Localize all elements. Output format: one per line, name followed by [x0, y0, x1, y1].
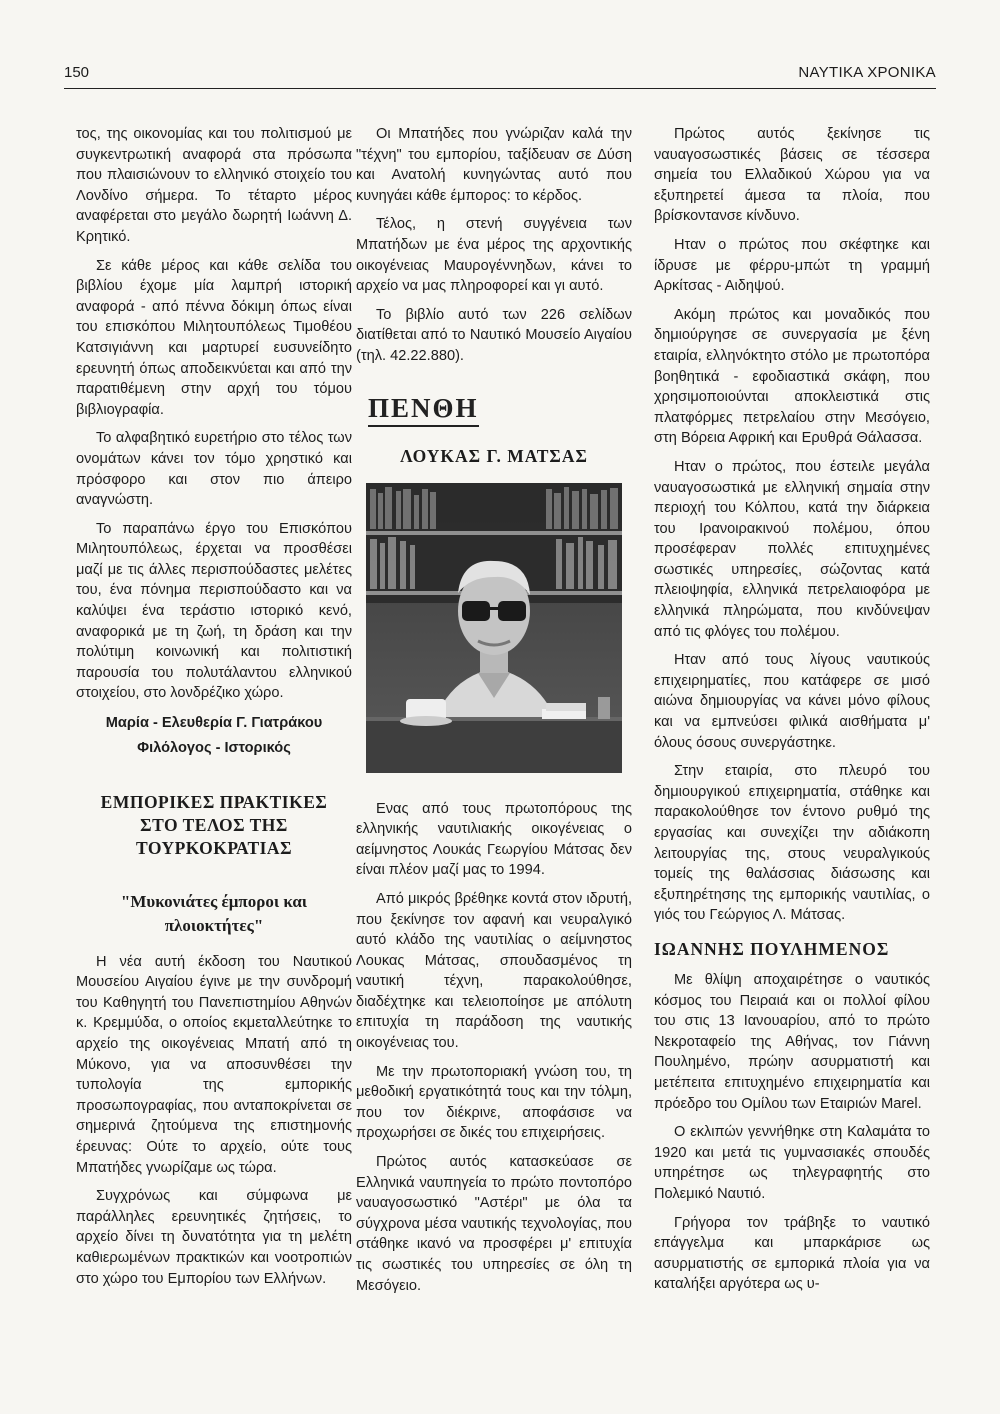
- section-heading-line: ΣΤΟ ΤΕΛΟΣ ΤΗΣ: [140, 814, 288, 835]
- paragraph: Ηταν ο πρώτος που σκέφτηκε και ίδρυσε με φέρρυ-μπώτ τη γραμμή Αρκίτσας - Αιδηψού.: [654, 236, 930, 295]
- paragraph: Ενας από τους πρωτοπόρους της ελληνικής ναυτιλιακής οικογένειας ο αείμνηστος Λουκάς Γεωργίου Μάτσας δεν είναι πλέον μαζί μας το 1994.: [356, 800, 632, 879]
- paragraph: Ακόμη πρώτος και μοναδικός που δημιούργησε σε συνεργασία με ξένη εταιρία, ελληνόκτητο στόλο με πρωτοπόρα βοηθητικά - εφοδιαστικά σκάφη, που χρησιμοποιούνται αποκλειστικά στις πλατφόρμες πετρελαίου στην Μεσόγειο, στη Βόρεια Αφρική και Ερυθρά Θάλασσα.: [654, 306, 930, 447]
- paragraph: Στην εταιρία, στο πλευρό του δημιουργικού επιχειρηματία, στάθηκε και παρακολούθησε τον έντονο ρυθμό της εργασίας και συνεχίζει την αδιάκοπη λειτουργίας της, στους νευραλγικούς τομείς της θαλάσσιας διάσωσης και εξυπηρέτησης της εμπορικής ναυτιλίας, ο γιός του Γεώργιος Λ. Μάτσας.: [654, 763, 930, 924]
- column-1: [76, 124, 352, 1297]
- paragraph: Οι Μπατήδες που γνώριζαν καλά την "τέχνη" του εμπορίου, ταξίδευαν σε Δύση και Ανατολή κυνηγώντας αυτό που κυνηγάει κάθε έμπορος: το κέρδος.: [356, 126, 632, 204]
- paragraph: Συγχρόνως και σύμφωνα με παράλληλες ερευνητικές ζητήσεις, το αρχείο δίνει τη δυνατότητα για τη μελέτη καθιερωμένων πρακτικών και νοοτροπιών στο χώρο του Εμπορίου των Ελλήνων.: [76, 1188, 352, 1287]
- subheading-line: πλοιοκτήτες": [164, 915, 264, 935]
- article-author: Μαρία - Ελευθερία Γ. Γιατράκου: [105, 715, 323, 732]
- column-2: [356, 124, 632, 1304]
- paragraph: Το αλφαβητικό ευρετήριο στο τέλος των ονομάτων κάνει τον τόμο χρηστικό και πρόσφορο και στον πιο άπειρο αναγνώστη.: [76, 430, 352, 509]
- page-header: [64, 62, 936, 89]
- journal-title: ΝΑΥΤΙΚΑ ΧΡΟΝΙΚΑ: [798, 64, 936, 81]
- paragraph: Πρώτος αυτός κατασκεύασε σε Ελληνικά ναυπηγεία το πρώτο ποντοπόρο ναυαγοσωστικό "Αστέρι" με όλα τα σύγχρονα μέσα ναυτικής τεχνολογίας, που στάθηκε ικανό να προσφέρει μ' επιτυχία τις σωστικές του υπηρεσίες σε όλη τη Μεσόγειο.: [356, 1154, 632, 1294]
- obituaries-heading: ΠΕΝΘΗ: [368, 391, 479, 427]
- section-heading-line: ΕΜΠΟΡΙΚΕΣ ΠΡΑΚΤΙΚΕΣ: [100, 791, 328, 812]
- book-title-subheading: [76, 890, 352, 938]
- paragraph: Πρώτος αυτός ξεκίνησε τις ναυαγοσωστικές βάσεις σε τέσσερα σημεία του Ελλαδικού Χώρου για να εξυπηρετεί άμεσα τα πλοία, που βρίσκοντανσε κίνδυνο.: [654, 126, 930, 225]
- paragraph: Σε κάθε μέρος και κάθε σελίδα του βιβλίου έχομε μία λαμπρή ιστορική αναφορά - από πέννα δόκιμη όπως είναι του επισκόπου Μιλητουπόλεως Τιμοθέου Κατσιγιάννη και μαρτυρεί ευσυνείδητο ερευνητή όπως αποδεικνύεται και από την παρατιθέμενη στην αρχή του τόμου βιβλιογραφία.: [76, 257, 352, 418]
- obituary-name-matsas: ΛΟΥΚΑΣ Γ. ΜΑΤΣΑΣ: [400, 445, 588, 466]
- paragraph: Με την πρωτοποριακή γνώση του, τη μεθοδική εργατικότητά τους και την τόλμη, που τον διέκρινε, αποφάσισε να προχωρήσει σε δικές του επιχειρήσεις.: [356, 1063, 632, 1142]
- section-heading-line: ΤΟΥΡΚΟΚΡΑΤΙΑΣ: [135, 837, 293, 858]
- paragraph: Γρήγορα τον τράβηξε το ναυτικό επάγγελμα και μπαρκάρισε ως ασυρματιστής σε εμπορικά πλοία για να καταλήξει αργότερα ως υ-: [654, 1214, 930, 1293]
- paragraph: Το βιβλίο αυτό των 226 σελίδων διατίθεται από το Ναυτικό Μουσείο Αιγαίου (τηλ. 42.22.880).: [356, 306, 632, 364]
- subheading-line: "Μυκονιάτες έμποροι και: [120, 891, 308, 911]
- paragraph: Ηταν από τους λίγους ναυτικούς επιχειρηματίες, που κατάφερε σε μισό αιώνα δημιουργίας να κάνει μόνο φίλους και να εμπνεύσει φιλικά αισθήματα μ' όλους όσους συνεργάστηκε.: [654, 652, 930, 751]
- author-role: Φιλόλογος - Ιστορικός: [137, 740, 291, 757]
- paragraph: Ο εκλιπών γεννήθηκε στη Καλαμάτα το 1920 και μετά τις γυμνασιακές σπουδές υπηρέτησε ως τηλεγραφητής στο Πολεμικό Ναυτιό.: [654, 1124, 930, 1202]
- paragraph: Με θλίψη αποχαιρέτησε ο ναυτικός κόσμος του Πειραιά και οι πολλοί φίλου του στις 13 Ιανουαρίου, από το πρώτο Νεκροταφείο της Αθήνας, τον Γιάννη Πουλημένο, πρώην ασυρματιστή και μετέπειτα επιτυχημένο επιχειρηματία και πρόεδρο του Ομίλου των Εταιριών Marel.: [654, 971, 930, 1112]
- paragraph: Το παραπάνω έργο του Επισκόπου Μιλητουπόλεως, έρχεται να προσθέσει μαζί με τις άλλες περισπούδαστες μελέτες του, ένα πόνημα περισπούδαστο και να καλύψει ένα τεράστιο ιστορικό κενό, αναφορικά με τη ζωή, τη δράση και την πολύτιμη κοινωνική και πολιτιστική παρουσία του πολυτάλαντου ελληνικού στοιχείου, στο λονδρέζικο χώρο.: [76, 520, 352, 702]
- column-3: [654, 124, 930, 1303]
- page-number: 150: [64, 64, 90, 81]
- section-heading: [76, 791, 352, 860]
- paragraph: Ηταν ο πρώτος, που έστειλε μεγάλα ναυαγοσωστικά με ελληνική σημαία στην περιοχή του Κόλπου, κατά την διάρκεια του Ιρανοιρακινού πολέμου, όπου προσέφεραν πολλές επιτυχημένες σωστικές υπηρεσίες, σώζοντας κατά πλειοψηφία, ελληνικά πετρελαιοφόρα με ελληνικά πληρώματα, που κινδύνεψαν από τις φλόγες του πολέμου.: [654, 458, 930, 640]
- paragraph: τος, της οικονομίας και του πολιτισμού με συγκεντρωτική αναφορά στα πρόσωπα που πλαισιώνουν το ελληνικό στοιχείο του Λονδίνο σήμερα. Το τέταρτο μέρος αναφέρεται στο μεγάλο δωρητή Ιωάννη Δ. Κρητικό.: [76, 126, 352, 245]
- portrait-photo: [366, 483, 622, 773]
- paragraph: Τέλος, η στενή συγγένεια των Μπατήδων με ένα μέρος της αρχοντικής οικογένειας Μαυρογέννηδων, κάνει το αρχείο να μας πληροφορεί και γι αυτό.: [356, 216, 632, 295]
- paragraph: Η νέα αυτή έκδοση του Ναυτικού Μουσείου Αιγαίου έγινε με την συνδρομή του Καθηγητή του Πανεπιστημίου Αθηνών κ. Κρεμμύδα, ο οποίος εκμεταλλεύτηκε το αρχείο της οικογένειας Μπατή από τη Μύκονο, για να αποσυνθέσει την τυπολογία της εμπορικής προσωπογραφίας, που ανταποκρίνεται σε σημερινά ζητούμενα της επιστημονής έρευνας: Ούτε το αρχείο, ούτε τους Μπατήδες γνωρίζαμε ως τώρα.: [76, 953, 352, 1176]
- obituary-name-poulimenos: ΙΩΑΝΝΗΣ ΠΟΥΛΗΜΕΝΟΣ: [654, 938, 890, 959]
- paragraph: Από μικρός βρέθηκε κοντά στον ιδρυτή, που ξεκίνησε τον αφανή και νευραλγικό αυτό κλάδο της ναυτιλίας ο αείμνηστος Λουκας Μάτσας, σπουδασμένος τη ναυτική τέχνη, παρακολούθησε, διαδέχτηκε και τελειοποίησε με απόλυτη επιτυχία τη παράδοση της ναυτικής οικογένειας του.: [356, 890, 632, 1052]
